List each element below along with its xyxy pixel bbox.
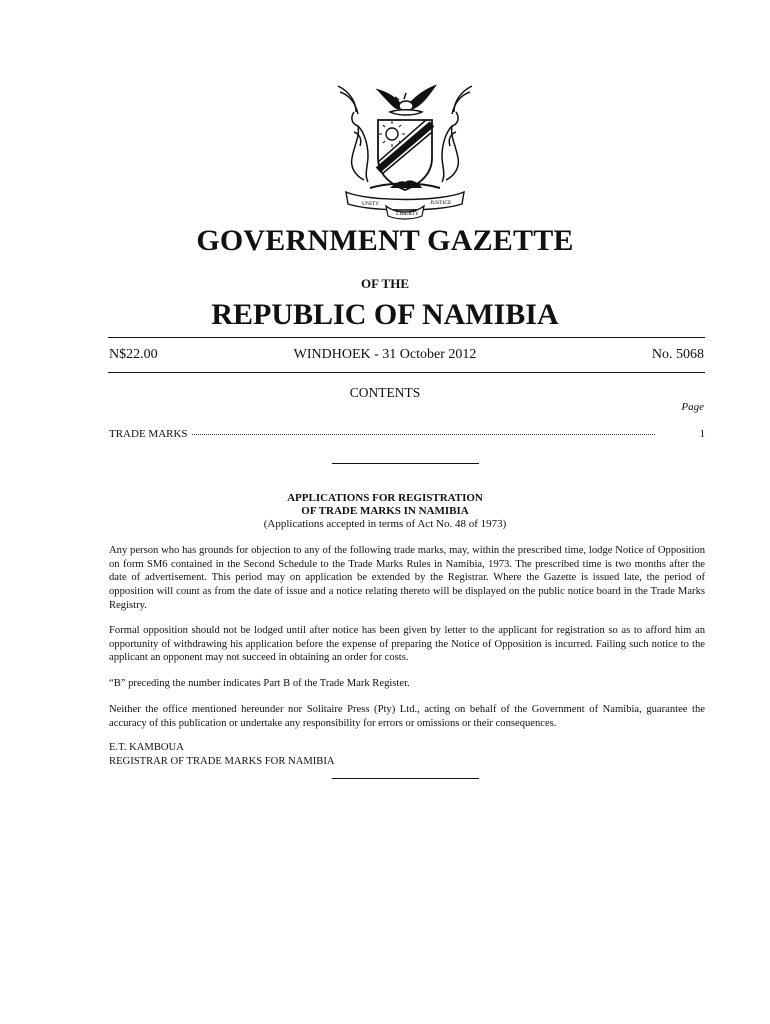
namibia-coat-of-arms-icon [330,62,480,220]
contents-heading: CONTENTS [349,385,421,400]
republic-title: REPUBLIC OF NAMIBIA [211,298,559,331]
signatory-name: E.T. KAMBOUA [109,742,184,753]
toc-entry[interactable] [109,428,705,440]
notice-heading: APPLICATIONS FOR REGISTRATION [287,492,483,504]
toc-entry-title: TRADE MARKS [109,428,188,440]
header-rule-bottom [108,372,705,373]
notice-paragraph-formal-opposition: Formal opposition should not be lodged until after notice has been given by letter to the applicant for registration so as to afford him an opportunity of withdrawing his application before the expense of preparing the Notice of Opposition is incurred. Failing such notice to the applicant an opponent may not succeed in obtaining an order for costs. [109,625,705,664]
end-separator [332,778,479,779]
issue-place-date: WINDHOEK - 31 October 2012 [293,347,477,362]
notice-paragraph-part-b: “B” preceding the number indicates Part B of the Trade Mark Register. [109,678,410,689]
issue-price: N$22.00 [109,347,158,362]
toc-leader-dots [192,434,655,435]
issue-number: No. 5068 [651,347,704,362]
notice-subheading: (Applications accepted in terms of Act No. 48 of 1973) [263,518,507,530]
notice-heading-line2: OF TRADE MARKS IN NAMIBIA [301,505,469,517]
crest-motto-unity: UNITY [362,201,380,207]
section-separator [332,463,479,464]
notice-paragraph-disclaimer: Neither the office mentioned hereunder nor Solitaire Press (Pty) Ltd., acting on behalf of the Government of Namibia, guarantee the accuracy of this publication or undertake any responsibility for errors or omissions or their consequences. [109,704,705,729]
header-rule-top [108,337,705,338]
signatory-title: REGISTRAR OF TRADE MARKS FOR NAMIBIA [109,756,335,767]
toc-entry-page: 1 [699,428,705,440]
contents-page-label: Page [681,401,704,413]
gazette-title: GOVERNMENT GAZETTE [196,224,574,257]
crest-motto-justice: JUSTICE [430,200,452,206]
crest-motto-liberty: LIBERTY [396,211,419,217]
gazette-subtitle: OF THE [360,276,410,291]
notice-paragraph-objection: Any person who has grounds for objection to any of the following trade marks, may, within the prescribed time, lodge Notice of Opposition on form SM6 contained in the Second Schedule to the Trade Marks Rules in Namibia, 1973. The prescribed time is two months after the date of advertisement. This period may on application be extended by the Registrar. Where the Gazette is issued late, the period of opposition will count as from the date of issue and a notice relating thereto will be displayed on the public notice board in the Trade Marks Registry. [109,545,705,611]
